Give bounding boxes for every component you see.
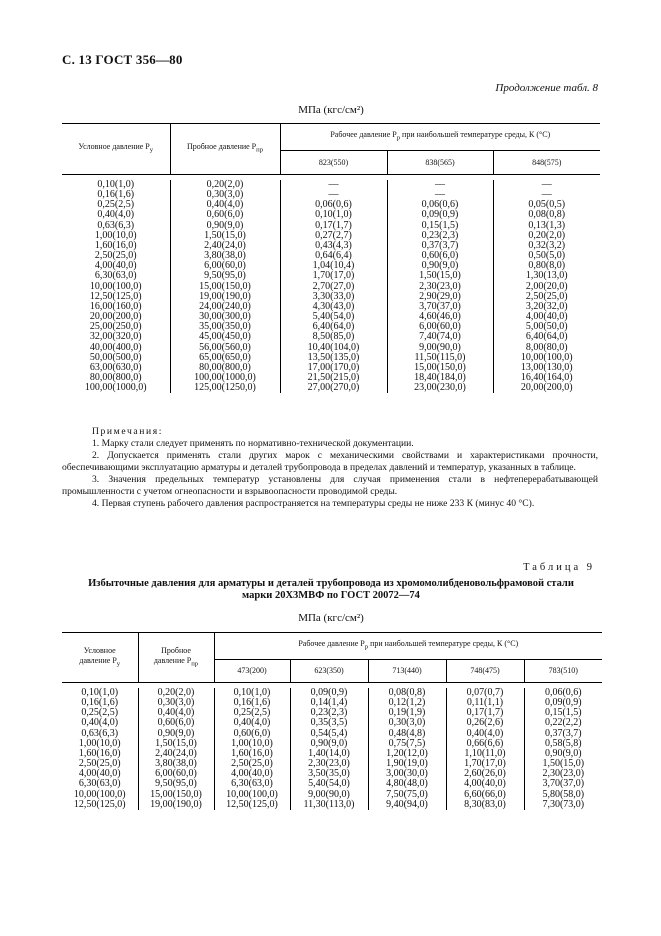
- table-cell: —: [328, 179, 339, 190]
- table-cell: 21,50(215,0): [307, 371, 360, 383]
- table-cell: 0,37(3,7): [544, 727, 582, 739]
- table-cell: 3,20(32,0): [525, 300, 568, 312]
- table-cell: 15,00(150,0): [150, 788, 202, 800]
- table-cell: 12,50(125,0): [89, 290, 142, 302]
- table-cell: 5,80(58,0): [542, 788, 585, 800]
- table-cell: 0,09(0,9): [421, 209, 459, 221]
- table-cell: 0,10(1,0): [81, 687, 119, 698]
- table-cell: —: [328, 189, 339, 201]
- table-cell: 2,70(27,0): [312, 280, 355, 292]
- table-cell: 1,70(17,0): [312, 270, 355, 282]
- table-cell: 56,00(560,0): [199, 341, 251, 353]
- table-cell: 18,40(184,0): [414, 371, 466, 383]
- table-cell: 0,48(4,8): [388, 727, 426, 739]
- table-cell: 2,30(23,0): [542, 768, 585, 780]
- table-cell: 5,40(54,0): [312, 311, 355, 323]
- table-cell: 6,60(66,0): [464, 788, 506, 800]
- table-cell: 0,08(0,8): [388, 687, 426, 698]
- table-cell: —: [435, 179, 445, 190]
- table-cell: 16,00(160,0): [89, 300, 142, 312]
- table9-title: [62, 578, 600, 602]
- table-cell: 7,30(73,0): [542, 798, 585, 810]
- table-cell: 0,09(0,9): [544, 697, 582, 709]
- table-cell: 9,50(95,0): [155, 778, 197, 790]
- table-cell: 0,30(3,0): [157, 697, 195, 709]
- table-cell: 20,00(200,0): [520, 382, 573, 394]
- table9-units: МПа (кгс/см²): [298, 612, 364, 624]
- table-cell: 6,40(64,0): [312, 321, 355, 333]
- table-cell: 0,06(0,6): [315, 199, 352, 211]
- table8: [62, 123, 600, 393]
- table9-temp4-column: [446, 688, 524, 810]
- table-cell: 8,30(83,0): [464, 798, 506, 810]
- table-cell: 1,10(11,0): [464, 747, 506, 759]
- table-cell: 1,20(12,0): [386, 747, 428, 759]
- table-cell: 3,50(35,0): [308, 768, 350, 780]
- table-cell: 0,43(4,3): [315, 239, 352, 251]
- table-cell: 9,50(95,0): [204, 270, 246, 282]
- table-cell: 0,63(6,3): [97, 219, 135, 231]
- table-cell: 25,00(250,0): [89, 321, 142, 333]
- table-cell: 0,20(2,0): [157, 687, 195, 698]
- table-cell: 1,04(10,4): [312, 260, 355, 272]
- table-cell: 19,00(190,0): [199, 290, 251, 302]
- table-cell: 13,50(135,0): [307, 351, 360, 363]
- table-cell: 2,50(25,0): [94, 250, 137, 262]
- table-cell: 10,00(100,0): [73, 788, 126, 800]
- table-cell: 3,80(38,0): [204, 250, 246, 262]
- table-cell: 16,40(164,0): [520, 371, 573, 383]
- table-cell: 12,50(125,0): [226, 798, 278, 810]
- table-cell: 0,10(1,0): [97, 179, 135, 190]
- table-cell: 0,40(4,0): [157, 707, 195, 719]
- notes-title: Примечания:: [92, 426, 163, 437]
- table-cell: 40,00(400,0): [89, 341, 142, 353]
- table-cell: 20,00(200,0): [89, 311, 142, 323]
- table-cell: 0,14(1,4): [310, 697, 348, 709]
- table9-title-line2: марки 20Х3МВФ по ГОСТ 20072—74: [242, 590, 420, 601]
- table-cell: 0,25(2,5): [81, 707, 119, 719]
- table8-test-column: [170, 180, 280, 393]
- table-cell: 2,50(25,0): [525, 290, 568, 302]
- note-item: 3. Значения предельных температур установлены для случая применения стали в нефтеперерабатывающей промышленности с учетом огнеопасности и взрывоопасности проводимой среды.: [62, 474, 598, 497]
- table9-nominal-column: [62, 688, 138, 810]
- table-cell: 8,00(80,0): [525, 341, 568, 353]
- table-cell: 0,16(1,6): [233, 697, 271, 709]
- table-cell: 1,70(17,0): [464, 758, 506, 770]
- table-cell: 5,00(50,0): [525, 321, 568, 333]
- table-cell: 0,20(2,0): [528, 229, 566, 241]
- table-cell: 0,13(1,3): [528, 219, 566, 231]
- table-cell: 0,07(0,7): [466, 687, 504, 698]
- table-cell: 0,40(4,0): [466, 727, 504, 739]
- table-continuation-label: Продолжение табл. 8: [495, 82, 598, 94]
- table-cell: 5,40(54,0): [308, 778, 350, 790]
- table-cell: 63,00(630,0): [89, 361, 142, 373]
- table-cell: 1,40(14,0): [308, 747, 350, 759]
- table-cell: 0,60(6,0): [157, 717, 195, 729]
- table-cell: 0,32(3,2): [528, 239, 566, 251]
- table-cell: 0,16(1,6): [97, 189, 135, 201]
- table8-col-work: Рабочее давление $P_р$ при наибольшей температуре среды, К (°С): [280, 124, 600, 151]
- table9-col-nominal: Условное давление $P_у$: [62, 633, 138, 683]
- table9-temp-4: 748(475): [446, 660, 524, 683]
- table-cell: 1,50(15,0): [419, 270, 461, 282]
- table-cell: 0,40(4,0): [97, 209, 135, 221]
- table-cell: 9,40(94,0): [386, 798, 428, 810]
- table-cell: 1,60(16,0): [78, 747, 121, 759]
- table-cell: 30,00(300,0): [199, 311, 251, 323]
- table8-col-test: Пробное давление $P_{пр}$: [170, 124, 280, 175]
- table-cell: 0,09(0,9): [310, 687, 348, 698]
- table-cell: 0,60(6,0): [421, 250, 459, 262]
- table-cell: 0,40(4,0): [81, 717, 119, 729]
- table-cell: 6,40(64,0): [525, 331, 568, 343]
- table8-temp-2: 838(565): [387, 151, 493, 175]
- table-cell: 4,80(48,0): [386, 778, 428, 790]
- table9-temp2-column: [290, 688, 368, 810]
- table-cell: 0,90(9,0): [544, 747, 582, 759]
- table-cell: 0,63(6,3): [81, 727, 119, 739]
- table-cell: 0,22(2,2): [544, 717, 582, 729]
- table-cell: 65,00(650,0): [199, 351, 251, 363]
- table-cell: 19,00(190,0): [150, 798, 202, 810]
- table-cell: 11,30(113,0): [303, 798, 355, 810]
- table9-label: Таблица 9: [523, 562, 595, 573]
- table-cell: 0,54(5,4): [310, 727, 348, 739]
- table-cell: 4,00(40,0): [94, 260, 137, 272]
- table-cell: 80,00(800,0): [89, 371, 142, 383]
- table-cell: 1,50(15,0): [204, 229, 246, 241]
- table-cell: 0,90(9,0): [157, 727, 195, 739]
- table-cell: 2,00(20,0): [525, 280, 568, 292]
- table-cell: 0,10(1,0): [233, 687, 271, 698]
- table-cell: 100,00(1000,0): [194, 371, 256, 383]
- table-cell: 2,30(23,0): [419, 280, 461, 292]
- table-cell: 15,00(150,0): [414, 361, 466, 373]
- table-cell: 6,30(63,0): [231, 778, 273, 790]
- table-cell: 17,00(170,0): [307, 361, 360, 373]
- table9-temp3-column: [368, 688, 446, 810]
- table-cell: 0,10(1,0): [315, 209, 352, 221]
- table-cell: 0,58(5,8): [544, 737, 582, 749]
- table-cell: 4,00(40,0): [78, 768, 121, 780]
- table-cell: 50,00(500,0): [89, 351, 142, 363]
- table-cell: 7,40(74,0): [419, 331, 461, 343]
- table-cell: 6,30(63,0): [94, 270, 137, 282]
- note-item: 2. Допускается применять стали других марок с механическими свойствами и характеристиками прочности, обеспечивающими эксплуатацию арматуры и деталей трубопровода в пределах давлений и температур, указанных в таблице.: [62, 450, 598, 473]
- table9-temp-3: 713(440): [368, 660, 446, 683]
- table-cell: 1,00(10,0): [78, 737, 121, 749]
- table-cell: 2,60(26,0): [464, 768, 506, 780]
- table-cell: 24,00(240,0): [199, 300, 251, 312]
- table-cell: —: [541, 179, 552, 190]
- table-cell: 27,00(270,0): [307, 382, 360, 394]
- table-cell: 2,90(29,0): [419, 290, 461, 302]
- table-cell: 0,35(3,5): [310, 717, 348, 729]
- table-cell: 1,00(10,0): [94, 229, 137, 241]
- table-cell: 4,00(40,0): [231, 768, 273, 780]
- table-cell: 0,20(2,0): [206, 179, 244, 190]
- table-cell: 100,00(1000,0): [84, 382, 147, 394]
- table9-col-test: Пробное давление $P_{пр}$: [138, 633, 214, 683]
- table-cell: 80,00(800,0): [199, 361, 251, 373]
- table-cell: 0,12(1,2): [388, 697, 426, 709]
- table-cell: 0,40(4,0): [206, 199, 244, 211]
- table-cell: 10,00(100,0): [89, 280, 142, 292]
- table-cell: 10,40(104,0): [307, 341, 360, 353]
- table-cell: 3,70(37,0): [419, 300, 461, 312]
- table-cell: 1,50(15,0): [542, 758, 585, 770]
- table-cell: 0,30(3,0): [206, 189, 244, 201]
- table-cell: 0,26(2,6): [466, 717, 504, 729]
- table-cell: 7,50(75,0): [386, 788, 428, 800]
- table-cell: 4,00(40,0): [464, 778, 506, 790]
- table-cell: 8,50(85,0): [312, 331, 355, 343]
- table-cell: 1,50(15,0): [155, 737, 197, 749]
- table-cell: 11,50(115,0): [414, 351, 466, 363]
- table-cell: 0,19(1,9): [388, 707, 426, 719]
- table-cell: 0,90(9,0): [310, 737, 348, 749]
- table8-temp-1: 823(550): [280, 151, 387, 175]
- table-cell: 3,30(33,0): [312, 290, 355, 302]
- table-cell: 4,60(46,0): [419, 311, 461, 323]
- table-cell: 3,70(37,0): [542, 778, 585, 790]
- table-cell: 0,25(2,5): [97, 199, 135, 211]
- table9-col-work: Рабочее давление $P_р$ при наибольшей температуре среды, К (°С): [214, 633, 602, 660]
- table-cell: 125,00(1250,0): [194, 382, 256, 394]
- table-cell: 3,80(38,0): [155, 758, 197, 770]
- table-cell: 6,00(60,0): [419, 321, 461, 333]
- table-cell: 0,75(7,5): [388, 737, 426, 749]
- table-cell: 0,90(9,0): [206, 219, 244, 231]
- table-cell: 1,00(10,0): [231, 737, 273, 749]
- table-cell: 0,50(5,0): [528, 250, 566, 262]
- table-cell: 15,00(150,0): [199, 280, 251, 292]
- table-cell: 2,50(25,0): [231, 758, 273, 770]
- table-cell: 0,64(6,4): [315, 250, 352, 262]
- table-cell: 4,00(40,0): [525, 311, 568, 323]
- table9-test-column: [138, 688, 214, 810]
- table8-temp-3: 848(575): [493, 151, 600, 175]
- page-header: С. 13 ГОСТ 356—80: [62, 52, 183, 67]
- table-cell: 4,30(43,0): [312, 300, 355, 312]
- table-cell: 0,06(0,6): [421, 199, 459, 211]
- table-cell: 1,60(16,0): [231, 747, 273, 759]
- table-cell: 10,00(100,0): [520, 351, 573, 363]
- table8-temp2-column: [387, 180, 493, 393]
- table-cell: 0,17(1,7): [315, 219, 352, 231]
- table-cell: 2,40(24,0): [204, 239, 246, 251]
- table-cell: 2,50(25,0): [78, 758, 121, 770]
- note-item: 4. Первая ступень рабочего давления распространяется на температуры среды не ниже 233 К (минус 40 °С).: [92, 498, 535, 509]
- table-cell: 0,11(1,1): [466, 697, 504, 709]
- table-cell: 0,30(3,0): [388, 717, 426, 729]
- table-cell: 6,30(63,0): [78, 778, 121, 790]
- table-cell: 35,00(350,0): [199, 321, 251, 333]
- table-cell: 0,60(6,0): [206, 209, 244, 221]
- table-cell: 2,30(23,0): [308, 758, 350, 770]
- table8-temp3-column: [493, 180, 600, 393]
- table-cell: 9,00(90,0): [308, 788, 350, 800]
- table-cell: 10,00(100,0): [226, 788, 278, 800]
- table-cell: 0,60(6,0): [233, 727, 271, 739]
- table9-temp-5: 783(510): [524, 660, 602, 683]
- table-cell: 32,00(320,0): [89, 331, 142, 343]
- table-cell: 0,16(1,6): [81, 697, 119, 709]
- table-cell: 0,15(1,5): [544, 707, 582, 719]
- table-cell: 1,60(16,0): [94, 239, 137, 251]
- table9-temp5-column: [524, 688, 602, 810]
- notes-block: [62, 426, 598, 510]
- table-cell: 0,40(4,0): [233, 717, 271, 729]
- table-cell: 0,23(2,3): [421, 229, 459, 241]
- table-cell: 23,00(230,0): [414, 382, 466, 394]
- table-cell: 0,80(8,0): [528, 260, 566, 272]
- table-cell: —: [541, 189, 552, 201]
- table-cell: 0,66(6,6): [466, 737, 504, 749]
- table-cell: 1,90(19,0): [386, 758, 428, 770]
- table-cell: 0,15(1,5): [421, 219, 459, 231]
- table-cell: 0,90(9,0): [421, 260, 459, 272]
- table-cell: 45,00(450,0): [199, 331, 251, 343]
- table-cell: 12,50(125,0): [73, 798, 126, 810]
- table9-temp-1: 473(200): [214, 660, 290, 683]
- table-cell: 0,25(2,5): [233, 707, 271, 719]
- table8-units: МПа (кгс/см²): [298, 104, 364, 116]
- table9: [62, 632, 602, 810]
- table-cell: 0,08(0,8): [528, 209, 566, 221]
- table-cell: —: [435, 189, 445, 201]
- table-cell: 1,30(13,0): [525, 270, 568, 282]
- table-cell: 2,40(24,0): [155, 747, 197, 759]
- table-cell: 9,00(90,0): [419, 341, 461, 353]
- table9-temp1-column: [214, 688, 290, 810]
- table-cell: 6,00(60,0): [155, 768, 197, 780]
- table-cell: 0,05(0,5): [528, 199, 566, 211]
- table-cell: 0,27(2,7): [315, 229, 352, 241]
- table-cell: 13,00(130,0): [520, 361, 573, 373]
- table-cell: 0,17(1,7): [466, 707, 504, 719]
- table8-temp1-column: [280, 180, 387, 393]
- table9-title-line1: Избыточные давления для арматуры и деталей трубопровода из хромомолибденовольфрамовой стали: [88, 578, 574, 589]
- table9-temp-2: 623(350): [290, 660, 368, 683]
- table-cell: 3,00(30,0): [386, 768, 428, 780]
- table-cell: 0,37(3,7): [421, 239, 459, 251]
- table-cell: 0,06(0,6): [544, 687, 582, 698]
- table8-nominal-column: [62, 180, 170, 393]
- table-cell: 6,00(60,0): [204, 260, 246, 272]
- table-cell: 0,23(2,3): [310, 707, 348, 719]
- table8-col-nominal: Условное давление $P_у$: [62, 124, 170, 175]
- note-item: 1. Марку стали следует применять по нормативно-технической документации.: [92, 438, 414, 449]
